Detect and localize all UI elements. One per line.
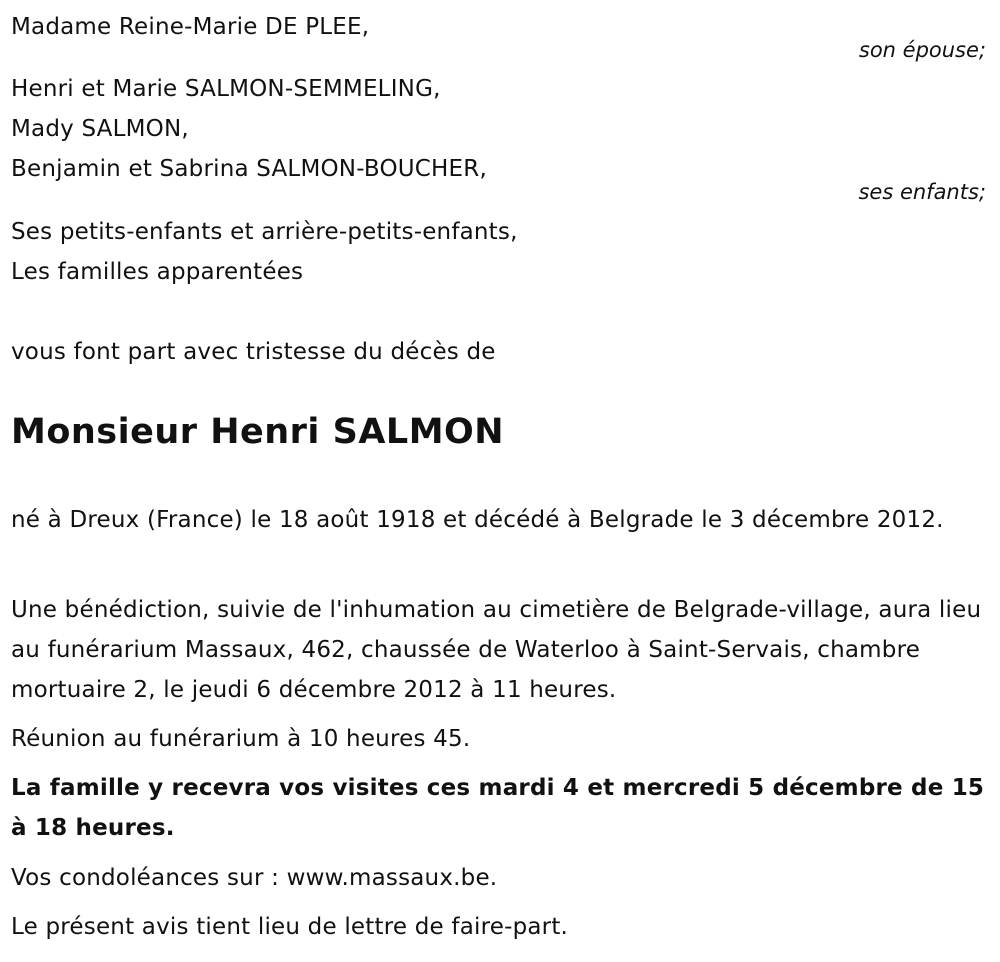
child-name-1: Henri et Marie SALMON-SEMMELING,	[11, 76, 441, 102]
birth-death-paragraph: né à Dreux (France) le 18 août 1918 et décédé à Belgrade le 3 décembre 2012.	[11, 507, 944, 533]
relatives-line: Les familles apparentées	[11, 259, 304, 285]
spouse-name: Madame Reine-Marie DE PLEE,	[11, 14, 370, 40]
deceased-name: Monsieur Henri SALMON	[11, 412, 505, 452]
meeting-paragraph: Réunion au funérarium à 10 heures 45.	[11, 726, 471, 752]
notice-paragraph: Le présent avis tient lieu de lettre de faire-part.	[11, 914, 569, 940]
child-name-2: Mady SALMON,	[11, 116, 189, 142]
condolences-paragraph: Vos condoléances sur : www.massaux.be.	[11, 865, 498, 891]
grandchildren-line: Ses petits-enfants et arrière-petits-enfants,	[11, 219, 518, 245]
children-relation: ses enfants;	[858, 180, 986, 204]
announcement-intro: vous font part avec tristesse du décès de	[11, 339, 496, 365]
visits-paragraph: La famille y recevra vos visites ces mardi 4 et mercredi 5 décembre de 15 à 18 heures.	[11, 775, 985, 841]
child-name-3: Benjamin et Sabrina SALMON-BOUCHER,	[11, 156, 487, 182]
ceremony-paragraph: Une bénédiction, suivie de l'inhumation au cimetière de Belgrade-village, aura lieu au funérarium Massaux, 462, chaussée de Waterloo à Saint-Servais, chambre mortuaire 2, le jeudi 6 décembre 2012 à 11 heures.	[11, 597, 982, 703]
spouse-relation: son épouse;	[858, 38, 986, 62]
